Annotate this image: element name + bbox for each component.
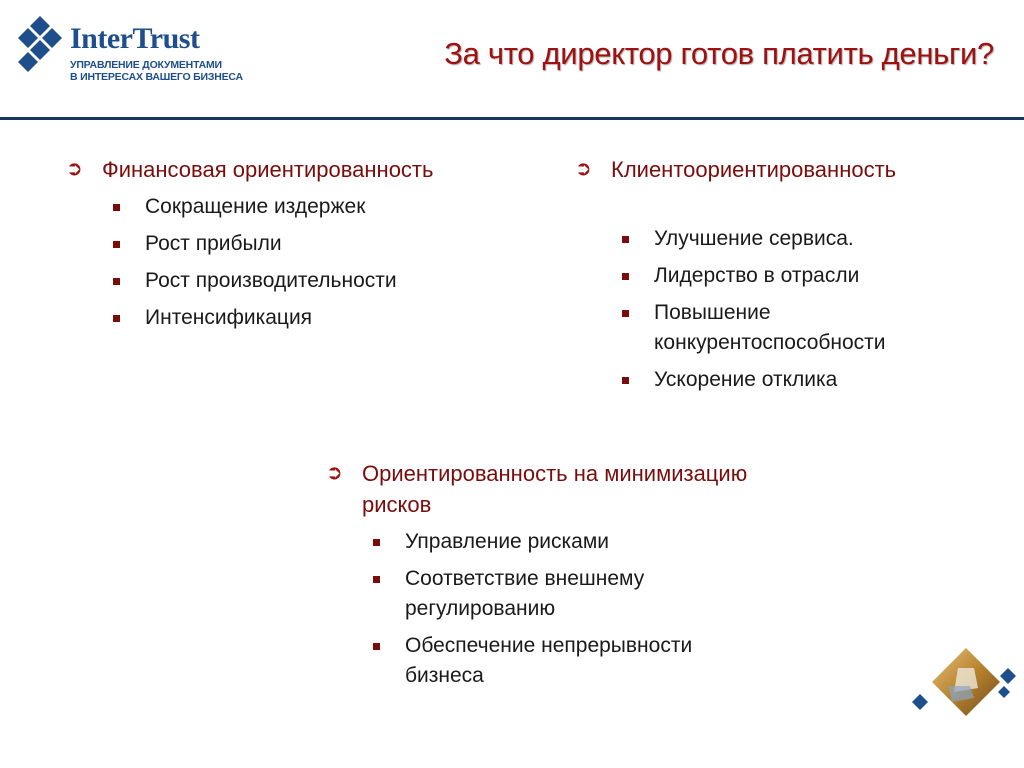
list-item xyxy=(622,365,1005,395)
square-bullet-icon xyxy=(622,273,629,280)
list-item xyxy=(113,266,496,296)
list-item xyxy=(373,564,756,624)
list-item xyxy=(113,192,496,222)
arrow-bullet-icon: ➲ xyxy=(66,158,83,180)
logo-name: InterTrust xyxy=(70,22,200,55)
bullet-list xyxy=(113,192,496,333)
decorative-diamonds-icon xyxy=(908,646,1020,720)
list-item-text: Сокращение издержек xyxy=(145,195,366,218)
list-item xyxy=(622,298,1005,358)
bullet-list xyxy=(622,224,1005,395)
logo-tagline-line1: УПРАВЛЕНИЕ ДОКУМЕНТАМИ xyxy=(70,59,222,71)
list-item xyxy=(622,261,1005,291)
list-item-text: Повышение конкурентоспособности xyxy=(654,301,886,354)
list-item-text: Соответствие внешнему регулированию xyxy=(405,567,645,620)
list-item-text: Рост производительности xyxy=(145,269,397,292)
group-client xyxy=(575,154,1005,395)
company-logo xyxy=(14,14,243,94)
group-financial xyxy=(66,154,496,333)
group-heading-text: Ориентированность на минимизацию рисков xyxy=(362,461,748,517)
square-bullet-icon xyxy=(622,310,629,317)
logo-tagline xyxy=(70,59,243,83)
square-bullet-icon xyxy=(113,241,120,248)
list-item xyxy=(373,527,756,557)
slide-title: За что директор готов платить деньги? xyxy=(444,36,994,71)
square-bullet-icon xyxy=(113,204,120,211)
list-item-text: Лидерство в отрасли xyxy=(654,264,860,287)
list-item-text: Рост прибыли xyxy=(145,232,282,255)
diamonds-logo-icon xyxy=(14,16,66,74)
list-item xyxy=(113,229,496,259)
group-risk xyxy=(326,458,756,691)
list-item-text: Интенсификация xyxy=(145,306,313,329)
square-bullet-icon xyxy=(113,278,120,285)
list-item-text: Обеспечение непрерывности бизнеса xyxy=(405,634,693,687)
list-item xyxy=(113,303,496,333)
square-bullet-icon xyxy=(113,315,120,322)
group-heading xyxy=(326,458,756,520)
group-heading-text: Финансовая ориентированность xyxy=(102,157,434,182)
square-bullet-icon xyxy=(373,539,380,546)
list-item xyxy=(622,224,1005,254)
header-divider xyxy=(0,117,1024,120)
arrow-bullet-icon: ➲ xyxy=(326,462,343,484)
group-heading-text: Клиентоориентированность xyxy=(611,157,897,182)
list-item-text: Улучшение сервиса. xyxy=(654,227,854,250)
bullet-list xyxy=(373,527,756,691)
group-heading xyxy=(66,154,496,185)
square-bullet-icon xyxy=(622,377,629,384)
arrow-bullet-icon: ➲ xyxy=(575,158,592,180)
logo-tagline-line2: В ИНТЕРЕСАХ ВАШЕГО БИЗНЕСА xyxy=(70,71,243,83)
square-bullet-icon xyxy=(373,576,380,583)
list-item-text: Ускорение отклика xyxy=(654,368,838,391)
square-bullet-icon xyxy=(373,643,380,650)
square-bullet-icon xyxy=(622,236,629,243)
list-item xyxy=(373,631,756,691)
group-heading xyxy=(575,154,1005,185)
list-item-text: Управление рисками xyxy=(405,530,609,553)
